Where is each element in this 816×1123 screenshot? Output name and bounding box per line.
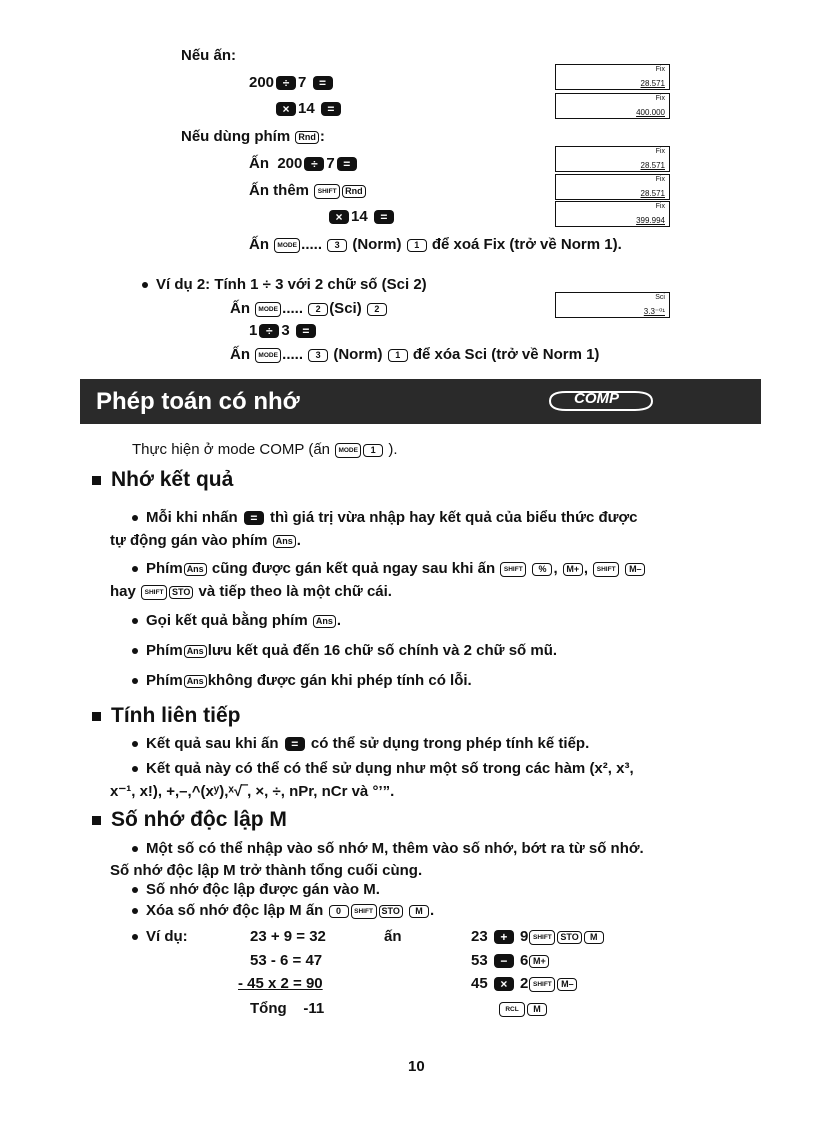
minus-key-icon: − [494, 954, 514, 968]
bullet-icon [132, 846, 138, 852]
calc-line: Ấn MODE ..... 2 (Sci) 2 [230, 300, 388, 317]
paragraph: Phím Ans cũng được gán kết quả ngay sau khi ấn SHIFT % , M+ , SHIFT M– [132, 560, 646, 577]
bullet-item: Xóa số nhớ độc lập M ấn 0 SHIFT STO M . [132, 902, 434, 919]
bullet-icon [132, 648, 138, 654]
page-number: 10 [408, 1058, 425, 1075]
bullet-icon [132, 741, 138, 747]
ans-key-icon: Ans [273, 535, 296, 548]
percent-key-icon: % [532, 563, 552, 576]
example-total: Tổng -11 [250, 1000, 325, 1017]
equals-key-icon: = [321, 102, 341, 116]
example-keys: 45 × 2 SHIFT M– [471, 975, 578, 992]
calc-line: × 14 = [327, 208, 396, 225]
equals-key-icon: = [285, 737, 305, 751]
example-keys: 23 + 9 SHIFT STO M [471, 928, 605, 945]
divide-key-icon: ÷ [259, 324, 279, 338]
bullet-icon [132, 566, 138, 572]
shift-key-icon: SHIFT [529, 930, 555, 945]
lcd-display: Fix 28.571 [555, 174, 670, 200]
calc-line: 200 ÷ 7 = [249, 74, 335, 91]
example-expression: 23 + 9 = 32 [250, 928, 326, 945]
mminus-key-icon: M– [625, 563, 645, 576]
paragraph: hay SHIFT STO và tiếp theo là một chữ cái. [110, 583, 392, 600]
key-2-icon: 2 [308, 303, 328, 316]
m-key-icon: M [409, 905, 429, 918]
comp-badge: COMP [548, 389, 593, 406]
rnd-key-icon: Rnd [295, 131, 319, 144]
mode-key-icon: MODE [255, 302, 281, 317]
key-1-icon: 1 [363, 444, 383, 457]
example2-title: Ví dụ 2: Tính 1 ÷ 3 với 2 chữ số (Sci 2) [142, 276, 427, 293]
paragraph: Số nhớ độc lập M trở thành tổng cuối cùng. [110, 862, 423, 879]
paragraph: Mỗi khi nhấn = thì giá trị vừa nhập hay kết quả của biểu thức được [132, 509, 638, 526]
sto-key-icon: STO [557, 931, 581, 944]
equals-key-icon: = [296, 324, 316, 338]
rnd-intro-text: Nếu dùng phím Rnd : [181, 128, 325, 145]
m-key-icon: M [584, 931, 604, 944]
ans-key-icon: Ans [184, 563, 207, 576]
m-key-icon: M [527, 1003, 547, 1016]
square-bullet-icon [92, 712, 101, 721]
mode-key-icon: MODE [335, 443, 361, 458]
example-label: Ví dụ: [132, 928, 188, 945]
example-press-word: ấn [384, 928, 402, 945]
bullet-item: Phím Ans lưu kết quả đến 16 chữ số chính và 2 chữ số mũ. [132, 642, 557, 659]
key-1-icon: 1 [388, 349, 408, 362]
multiply-key-icon: × [494, 977, 514, 991]
lcd-display: Fix 28.571 [555, 64, 670, 90]
banner-title: Phép toán có nhớ [96, 388, 300, 415]
equals-key-icon: = [337, 157, 357, 171]
sto-key-icon: STO [169, 586, 193, 599]
shift-key-icon: SHIFT [314, 184, 340, 199]
mplus-key-icon: M+ [563, 563, 583, 576]
paragraph: tự động gán vào phím Ans . [110, 532, 301, 549]
shift-key-icon: SHIFT [500, 562, 526, 577]
calc-line: Ấn 200 ÷ 7 = [249, 155, 359, 172]
section-heading: Nhớ kết quả [92, 468, 233, 492]
section-heading: Số nhớ độc lập M [92, 808, 287, 832]
lcd-display: Sci 3.3⁻⁰¹ [555, 292, 670, 318]
ans-key-icon: Ans [184, 645, 207, 658]
bullet-icon [132, 766, 138, 772]
bullet-item: Kết quả này có thể có thể sử dụng như một số trong các hàm (x², x³, [132, 760, 634, 777]
calc-line: Ấn MODE ..... 3 (Norm) 1 để xóa Sci (trở về Norm 1) [230, 346, 600, 363]
key-3-icon: 3 [327, 239, 347, 252]
section-banner [80, 379, 761, 424]
ans-key-icon: Ans [313, 615, 336, 628]
example-expression: 53 - 6 = 47 [250, 952, 323, 969]
bullet-icon [132, 934, 138, 940]
mminus-key-icon: M– [557, 978, 577, 991]
shift-key-icon: SHIFT [351, 904, 377, 919]
section-heading: Tính liên tiếp [92, 704, 241, 728]
bullet-item: Số nhớ độc lập được gán vào M. [132, 881, 380, 898]
key-3-icon: 3 [308, 349, 328, 362]
equals-key-icon: = [244, 511, 264, 525]
example-expression: - 45 x 2 = 90 [238, 975, 323, 992]
bullet-item: Phím Ans không được gán khi phép tính có lỗi. [132, 672, 472, 689]
plus-key-icon: + [494, 930, 514, 944]
bullet-icon [132, 678, 138, 684]
example-keys [498, 1000, 548, 1017]
key-0-icon: 0 [329, 905, 349, 918]
multiply-key-icon: × [329, 210, 349, 224]
example-keys: 53 − 6 M+ [471, 952, 550, 969]
bullet-icon [132, 515, 138, 521]
shift-key-icon: SHIFT [529, 977, 555, 992]
multiply-key-icon: × [276, 102, 296, 116]
bullet-icon [132, 887, 138, 893]
square-bullet-icon [92, 816, 101, 825]
divide-key-icon: ÷ [304, 157, 324, 171]
lcd-display: Fix 400.000 [555, 93, 670, 119]
lcd-display: Fix 399.994 [555, 201, 670, 227]
equals-key-icon: = [374, 210, 394, 224]
key-2-icon: 2 [367, 303, 387, 316]
rcl-key-icon: RCL [499, 1002, 525, 1017]
calc-line: Ấn MODE ..... 3 (Norm) 1 để xoá Fix (trở về Norm 1). [249, 236, 622, 253]
bullet-item: Một số có thể nhập vào số nhớ M, thêm vào số nhớ, bớt ra từ số nhớ. [132, 840, 644, 857]
calc-line: 1 ÷ 3 = [249, 322, 318, 339]
mplus-key-icon: M+ [529, 955, 549, 968]
shift-key-icon: SHIFT [593, 562, 619, 577]
comp-mode-note: Thực hiện ở mode COMP (ấn MODE 1 ). [132, 441, 398, 458]
calc-line: × 14 = [274, 100, 343, 117]
mode-key-icon: MODE [255, 348, 281, 363]
ans-key-icon: Ans [184, 675, 207, 688]
key-1-icon: 1 [407, 239, 427, 252]
mode-key-icon: MODE [274, 238, 300, 253]
sto-key-icon: STO [379, 905, 403, 918]
lcd-display: Fix 28.571 [555, 146, 670, 172]
bullet-icon [132, 618, 138, 624]
shift-key-icon: SHIFT [141, 585, 167, 600]
if-press-text: Nếu ấn: [181, 47, 237, 64]
bullet-item: Kết quả sau khi ấn = có thể sử dụng trong phép tính kế tiếp. [132, 735, 589, 752]
equals-key-icon: = [313, 76, 333, 90]
bullet-item: Gọi kết quả bằng phím Ans . [132, 612, 341, 629]
rnd-key-icon: Rnd [342, 185, 366, 198]
square-bullet-icon [92, 476, 101, 485]
bullet-icon [142, 282, 148, 288]
paragraph: x⁻¹, x!), +,–,^(xʸ),ˣ√‾, ×, ÷, nPr, nCr và °’”. [110, 783, 395, 800]
bullet-icon [132, 908, 138, 914]
divide-key-icon: ÷ [276, 76, 296, 90]
calc-line: Ấn thêm SHIFT Rnd [249, 182, 367, 199]
